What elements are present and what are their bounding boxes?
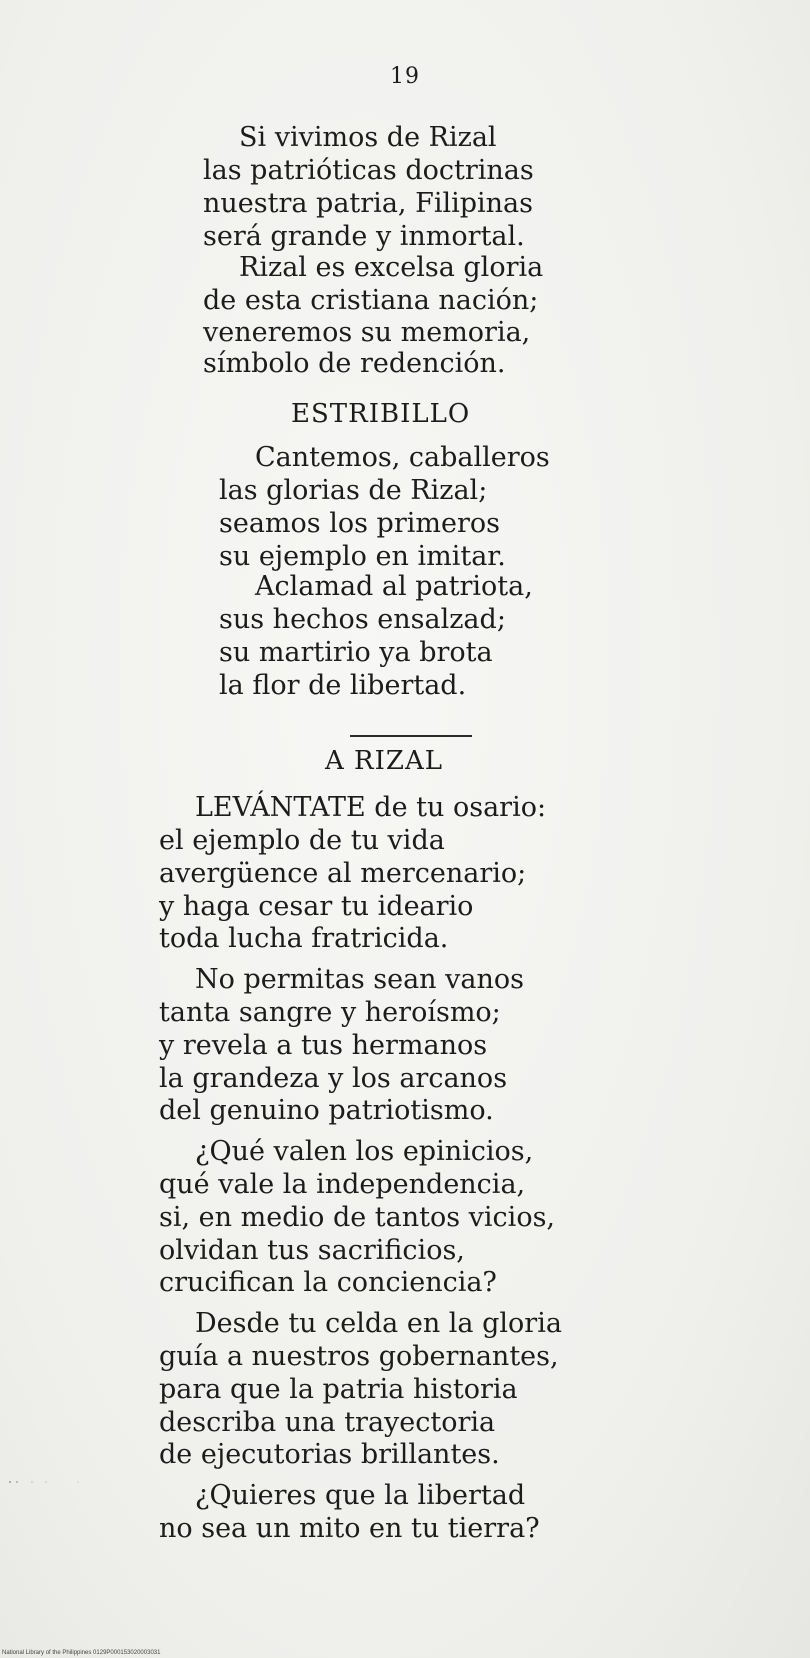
poem-line: nuestra patria, Filipinas xyxy=(203,188,533,219)
refrain-line: la flor de libertad. xyxy=(219,670,467,701)
poem-line: No permitas sean vanos xyxy=(195,964,525,995)
poem-line: Desde tu celda en la gloria xyxy=(195,1308,562,1339)
poem-line: del genuino patriotismo. xyxy=(159,1095,494,1126)
refrain-line: sus hechos ensalzad; xyxy=(219,604,506,635)
refrain-line: su ejemplo en imitar. xyxy=(219,541,506,572)
poem-line: para que la patria historia xyxy=(159,1374,518,1405)
poem-line: ¿Qué valen los epinicios, xyxy=(195,1136,534,1167)
poem-line: tanta sangre y heroísmo; xyxy=(159,997,501,1028)
poem-line: el ejemplo de tu vida xyxy=(159,825,445,856)
poem-line: olvidan tus sacrificios, xyxy=(159,1235,465,1266)
poem-line: de esta cristiana nación; xyxy=(203,285,539,316)
first-word: LEVÁNTATE xyxy=(195,792,366,823)
first-line-rest: de tu osario: xyxy=(374,792,547,823)
poem-line: describa una trayectoria xyxy=(159,1407,496,1438)
poem-line: de ejecutorias brillantes. xyxy=(159,1439,500,1470)
refrain-heading: ESTRIBILLO xyxy=(291,399,471,429)
poem-line: qué vale la independencia, xyxy=(159,1169,526,1200)
page-number: 19 xyxy=(390,64,420,89)
poem-line: y haga cesar tu ideario xyxy=(159,891,474,922)
refrain-line: seamos los primeros xyxy=(219,508,500,539)
poem-line: crucifican la conciencia? xyxy=(159,1267,497,1298)
poem-line: Si vivimos de Rizal xyxy=(239,122,497,153)
poem-first-line xyxy=(195,791,546,824)
poem-line: si, en medio de tantos vicios, xyxy=(159,1202,556,1233)
poem-line: será grande y inmortal. xyxy=(203,221,525,252)
poem-line: guía a nuestros gobernantes, xyxy=(159,1341,559,1372)
poem-line: y revela a tus hermanos xyxy=(159,1030,488,1061)
scan-footer: National Library of the Philippines 0129P000153020003031 xyxy=(2,1650,161,1656)
poem-line: Rizal es excelsa gloria xyxy=(239,252,544,283)
scan-artifact xyxy=(8,1480,86,1484)
refrain-line: Cantemos, caballeros xyxy=(255,442,550,473)
poem-line: ¿Quieres que la libertad xyxy=(195,1480,526,1511)
poem-line: avergüence al mercenario; xyxy=(159,858,527,889)
refrain-line: su martirio ya brota xyxy=(219,637,493,668)
poem-line: la grandeza y los arcanos xyxy=(159,1063,508,1094)
poem-line: símbolo de redención. xyxy=(203,348,506,379)
refrain-line: las glorias de Rizal; xyxy=(219,475,488,506)
poem-title: A RIZAL xyxy=(325,746,443,776)
poem-line: veneremos su memoria, xyxy=(203,317,531,348)
poem-line: toda lucha fratricida. xyxy=(159,923,449,954)
poem-line: las patrióticas doctrinas xyxy=(203,155,534,186)
refrain-line: Aclamad al patriota, xyxy=(255,571,533,602)
section-divider xyxy=(350,735,472,737)
poem-line: no sea un mito en tu tierra? xyxy=(159,1513,540,1544)
